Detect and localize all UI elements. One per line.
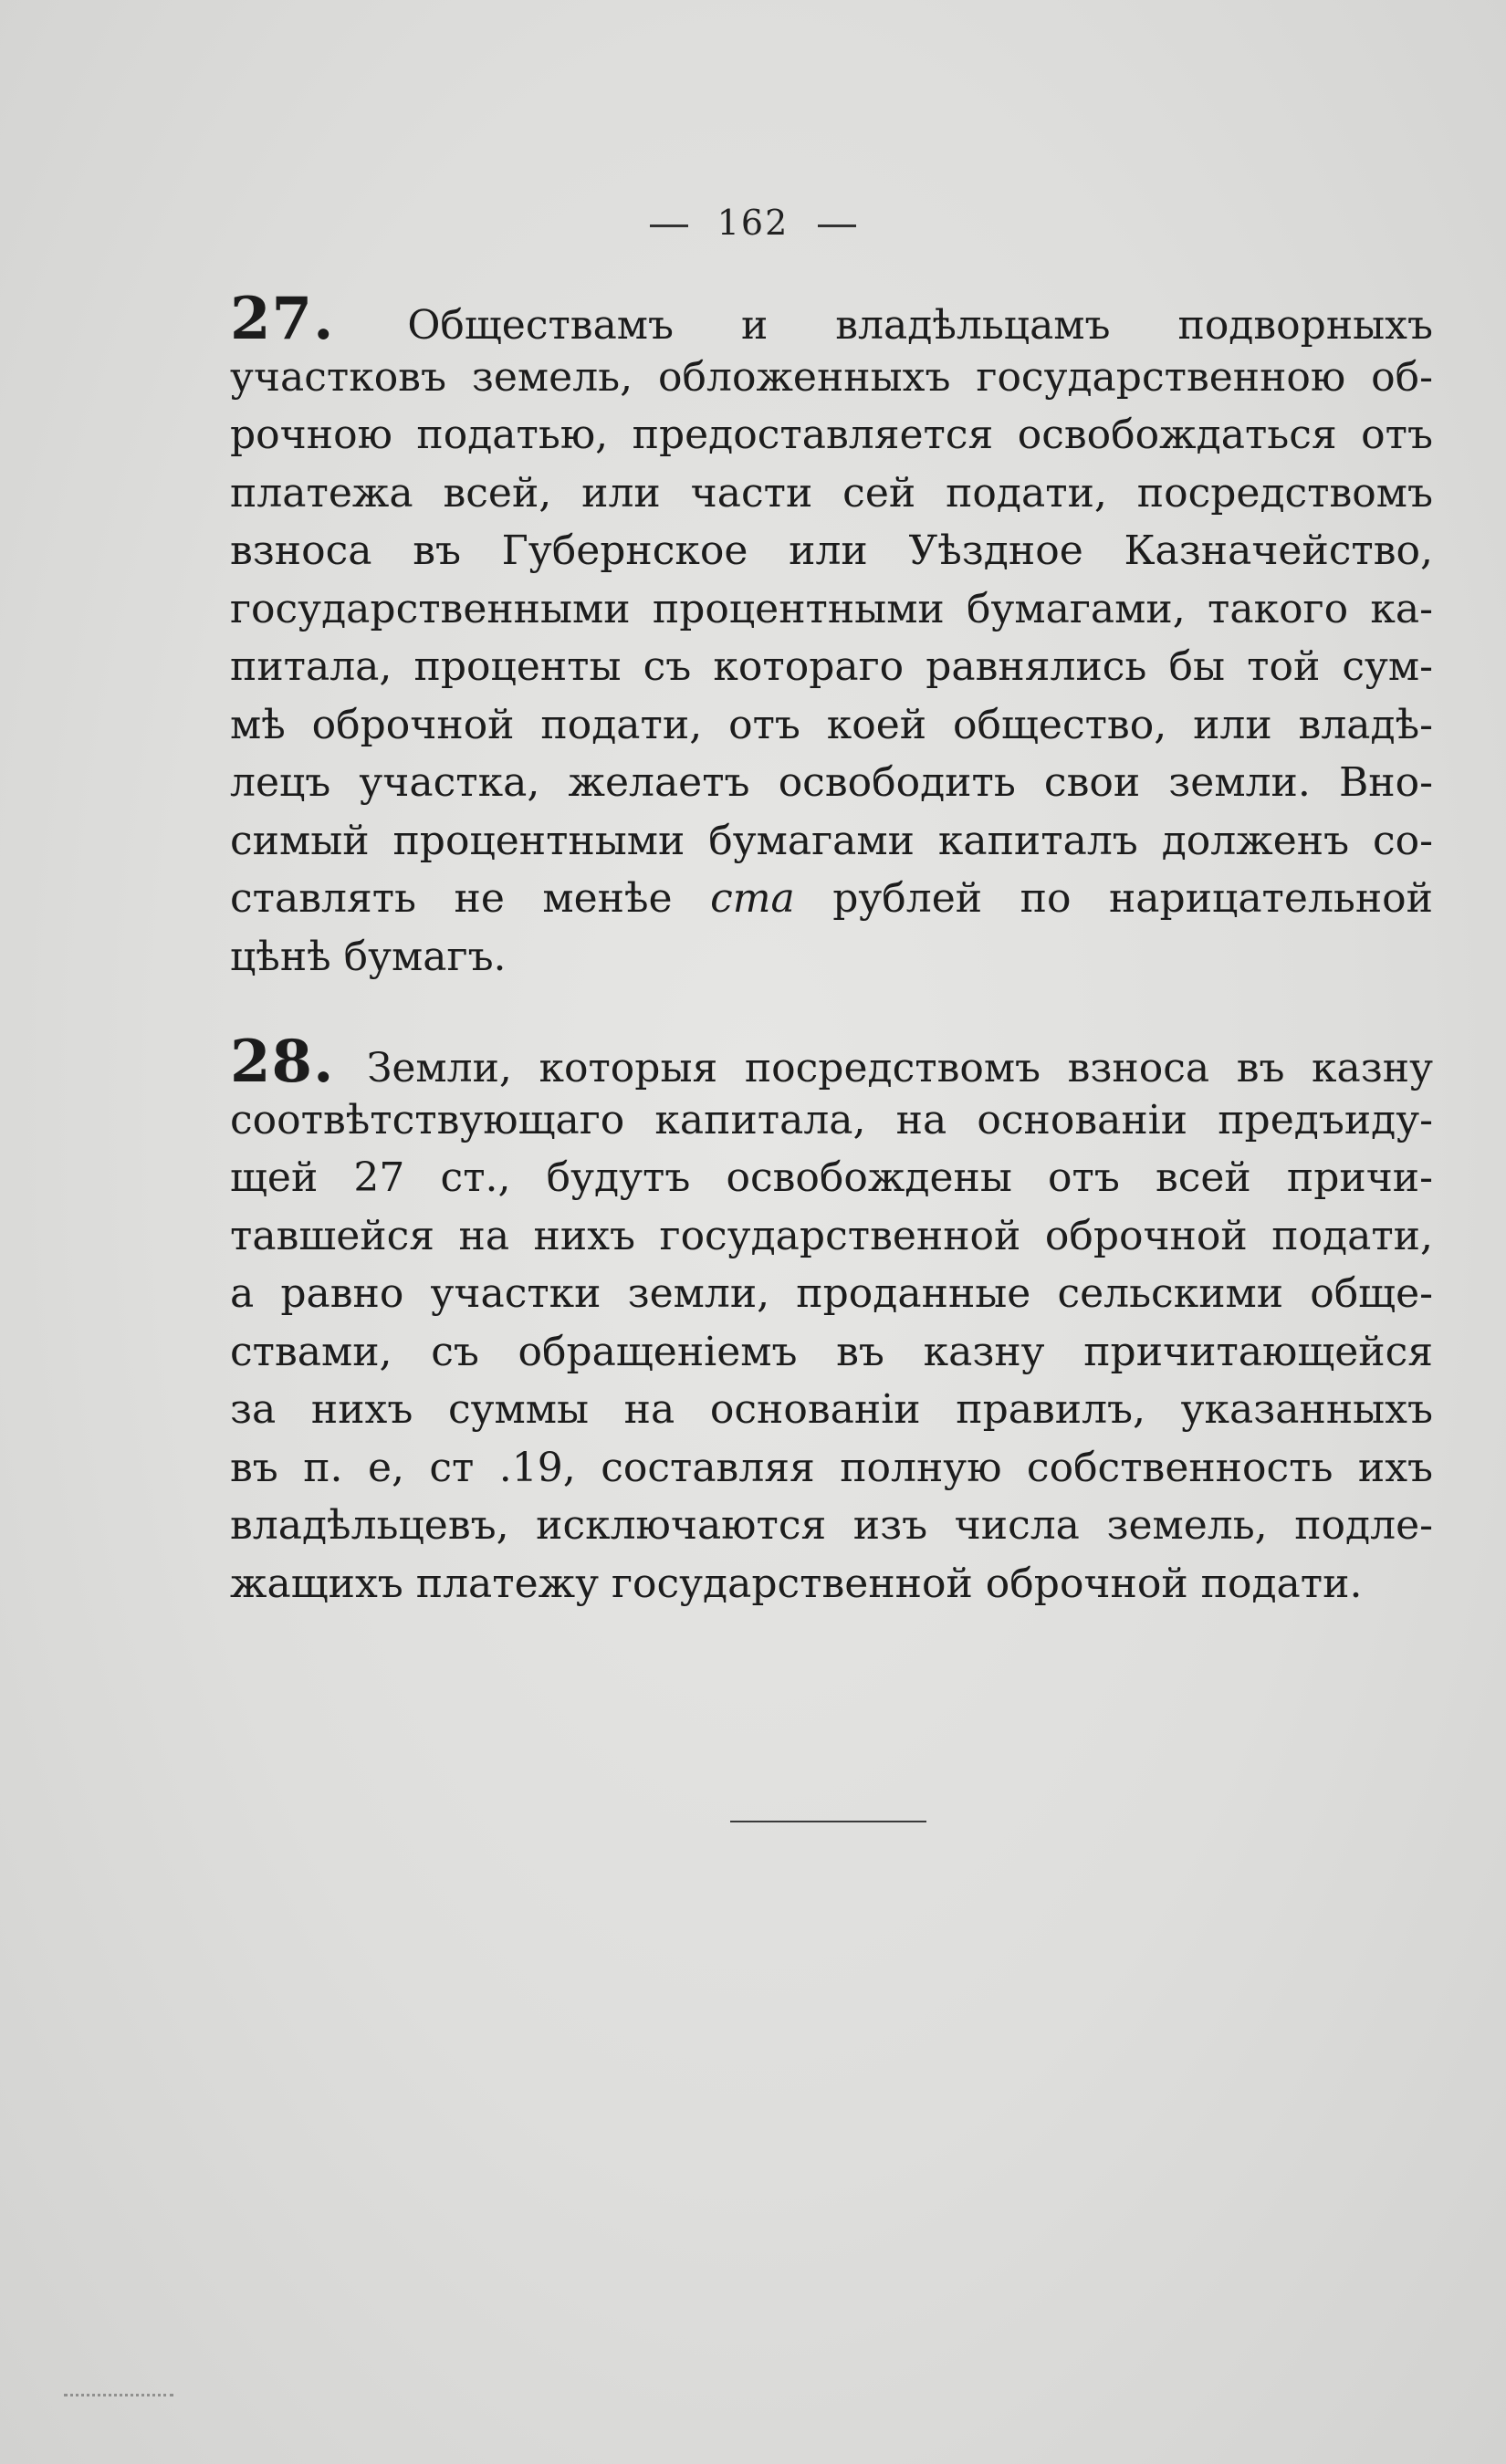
article-27-line-6: государственными процентными бумагами, такого ка- xyxy=(230,585,1433,632)
paper-speck xyxy=(64,2394,173,2409)
article-28-line-1 xyxy=(230,1028,1433,1096)
article-27-line-7: питала, проценты съ котораго равнялись бы той сум- xyxy=(230,643,1433,690)
article-27-line-5: взноса въ Губернское или Уѣздное Казначейство, xyxy=(230,527,1433,574)
article-28-line-1-text: Земли, которыя посредствомъ взноса въ казну xyxy=(366,1045,1433,1091)
page-number xyxy=(0,203,1506,243)
article-27-line-11-after: рублей по нарицательной xyxy=(794,875,1433,922)
page-number-dash-right xyxy=(818,224,856,227)
article-28-line-3: щей 27 ст., будутъ освобождены отъ всей причи- xyxy=(230,1154,1433,1201)
article-28 xyxy=(230,1028,1433,1613)
section-divider xyxy=(730,1821,926,1822)
page-number-value: 162 xyxy=(716,203,790,243)
article-27-number: 27. xyxy=(230,285,335,353)
article-27-line-11-before: ставлять не менѣе xyxy=(230,875,711,922)
article-27-line-3: рочною податью, предоставляется освобождаться отъ xyxy=(230,412,1433,458)
article-28-line-8: въ п. е, ст .19, составляя полную собственность ихъ xyxy=(230,1444,1433,1491)
article-27-line-8: мѣ оброчной подати, отъ коей общество, или владѣ- xyxy=(230,701,1433,748)
article-27-italic-word: ста xyxy=(710,875,795,922)
article-27-line-11 xyxy=(230,870,1433,928)
article-27-line-4: платежа всей, или части сей подати, посредствомъ xyxy=(230,469,1433,517)
article-28-last-line: жащихъ платежу государственной оброчной подати. xyxy=(230,1560,1363,1607)
article-27-line-10: симый процентными бумагами капиталъ долженъ со- xyxy=(230,817,1433,864)
page-number-dash-left xyxy=(650,224,688,227)
article-28-line-9: владѣльцевъ, исключаются изъ числа земель, подле- xyxy=(230,1502,1433,1549)
article-27 xyxy=(230,285,1433,986)
article-27-line-1 xyxy=(230,285,1433,353)
article-27-line-2: участковъ земель, обложенныхъ государственною об- xyxy=(230,353,1433,401)
article-28-number: 28. xyxy=(230,1028,335,1096)
article-28-line-5: а равно участки земли, проданные сельскими обще- xyxy=(230,1270,1433,1317)
article-28-line-7: за нихъ суммы на основанiи правилъ, указанныхъ xyxy=(230,1386,1433,1433)
article-28-line-2: соотвѣтствующаго капитала, на основанiи предъиду- xyxy=(230,1096,1433,1143)
article-28-line-6: ствами, съ обращенiемъ въ казну причитающейся xyxy=(230,1328,1433,1375)
article-27-line-1-text: Обществамъ и владѣльцамъ подворныхъ xyxy=(407,302,1433,349)
article-28-line-4: тавшейся на нихъ государственной оброчной подати, xyxy=(230,1212,1433,1259)
article-27-last-line: цѣнѣ бумагъ. xyxy=(230,933,507,980)
article-27-line-9: лецъ участка, желаетъ освободить свои земли. Вно- xyxy=(230,759,1433,806)
